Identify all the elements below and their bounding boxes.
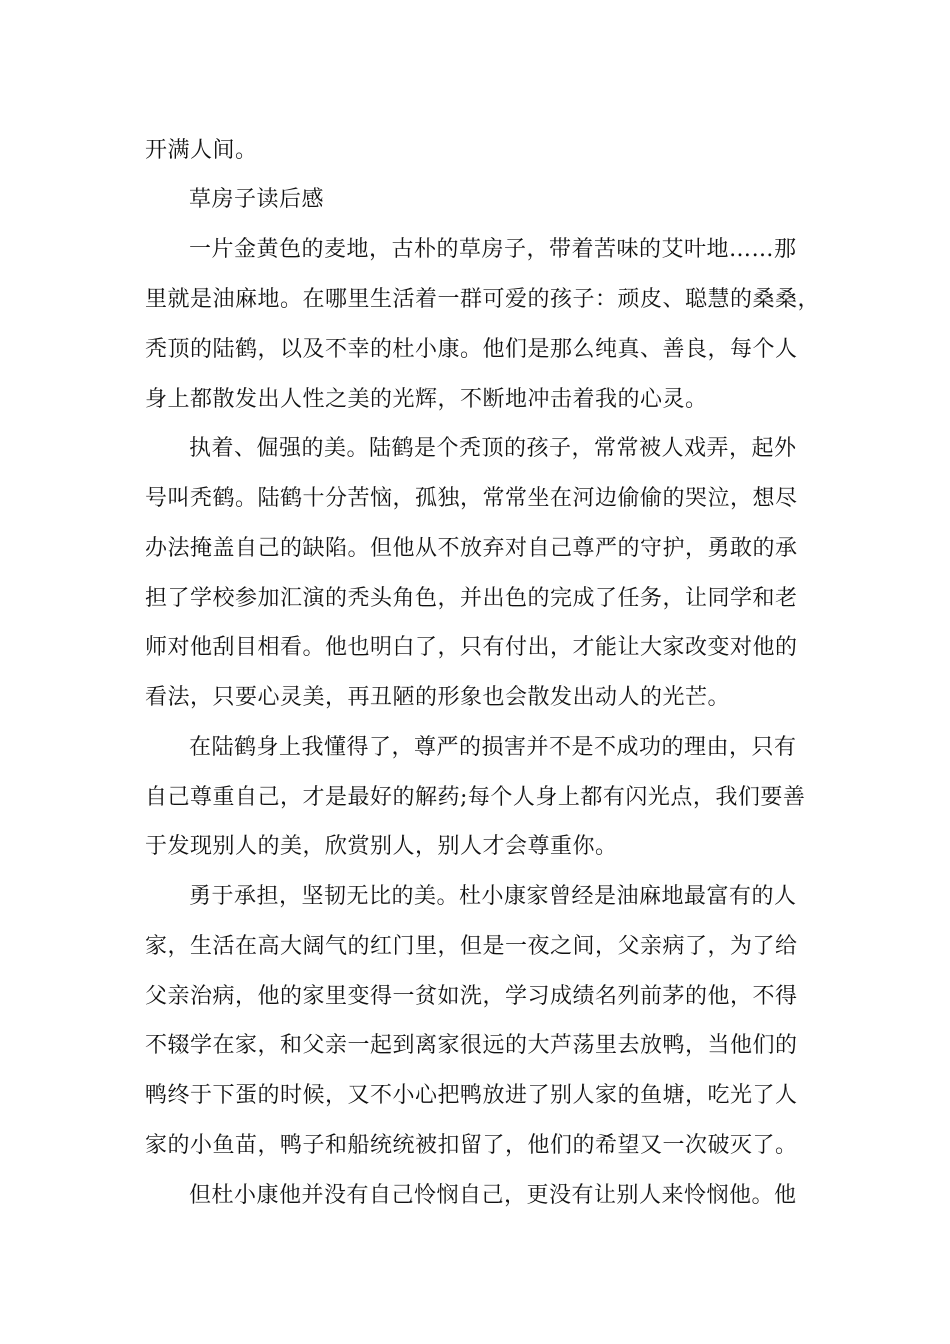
- text-line: 勇于承担，坚韧无比的美。杜小康家曾经是油麻地最富有的人: [189, 884, 797, 909]
- text-line: 家的小鱼苗，鸭子和船统统被扣留了，他们的希望又一次破灭了。: [145, 1133, 798, 1158]
- text-line: 父亲治病，他的家里变得一贫如洗，学习成绩名列前茅的他，不得: [145, 984, 798, 1009]
- section-title: 草房子读后感: [189, 187, 325, 212]
- text-line: 不辍学在家，和父亲一起到离家很远的大芦荡里去放鸭，当他们的: [145, 1033, 798, 1058]
- text-line: 秃顶的陆鹤，以及不幸的杜小康。他们是那么纯真、善良，每个人: [145, 337, 798, 362]
- text-line: 于发现别人的美，欣赏别人，别人才会尊重你。: [145, 834, 618, 859]
- text-line: 一片金黄色的麦地，古朴的草房子，带着苦味的艾叶地……那: [189, 237, 797, 262]
- text-line: 里就是油麻地。在哪里生活着一群可爱的孩子：顽皮、聪慧的桑桑，: [145, 287, 821, 312]
- text-line: 鸭终于下蛋的时候，又不小心把鸭放进了别人家的鱼塘，吃光了人: [145, 1083, 798, 1108]
- text-line: 担了学校参加汇演的秃头角色，并出色的完成了任务，让同学和老: [145, 586, 798, 611]
- text-line: 师对他刮目相看。他也明白了，只有付出，才能让大家改变对他的: [145, 635, 798, 660]
- text-line: 在陆鹤身上我懂得了，尊严的损害并不是不成功的理由，只有: [189, 735, 797, 760]
- text-line: 执着、倔强的美。陆鹤是个秃顶的孩子，常常被人戏弄，起外: [189, 436, 797, 461]
- text-line: 身上都散发出人性之美的光辉，不断地冲击着我的心灵。: [145, 387, 708, 412]
- text-line: 开满人间。: [145, 138, 258, 163]
- text-line: 自己尊重自己，才是最好的解药;每个人身上都有闪光点，我们要善: [145, 785, 806, 810]
- text-line: 家，生活在高大阔气的红门里，但是一夜之间，父亲病了，为了给: [145, 934, 798, 959]
- text-line: 办法掩盖自己的缺陷。但他从不放弃对自己尊严的守护，勇敢的承: [145, 536, 798, 561]
- text-line: 看法，只要心灵美，再丑陋的形象也会散发出动人的光芒。: [145, 685, 731, 710]
- text-line: 但杜小康他并没有自己怜悯自己，更没有让别人来怜悯他。他: [189, 1183, 797, 1208]
- text-line: 号叫秃鹤。陆鹤十分苦恼，孤独，常常坐在河边偷偷的哭泣，想尽: [145, 486, 798, 511]
